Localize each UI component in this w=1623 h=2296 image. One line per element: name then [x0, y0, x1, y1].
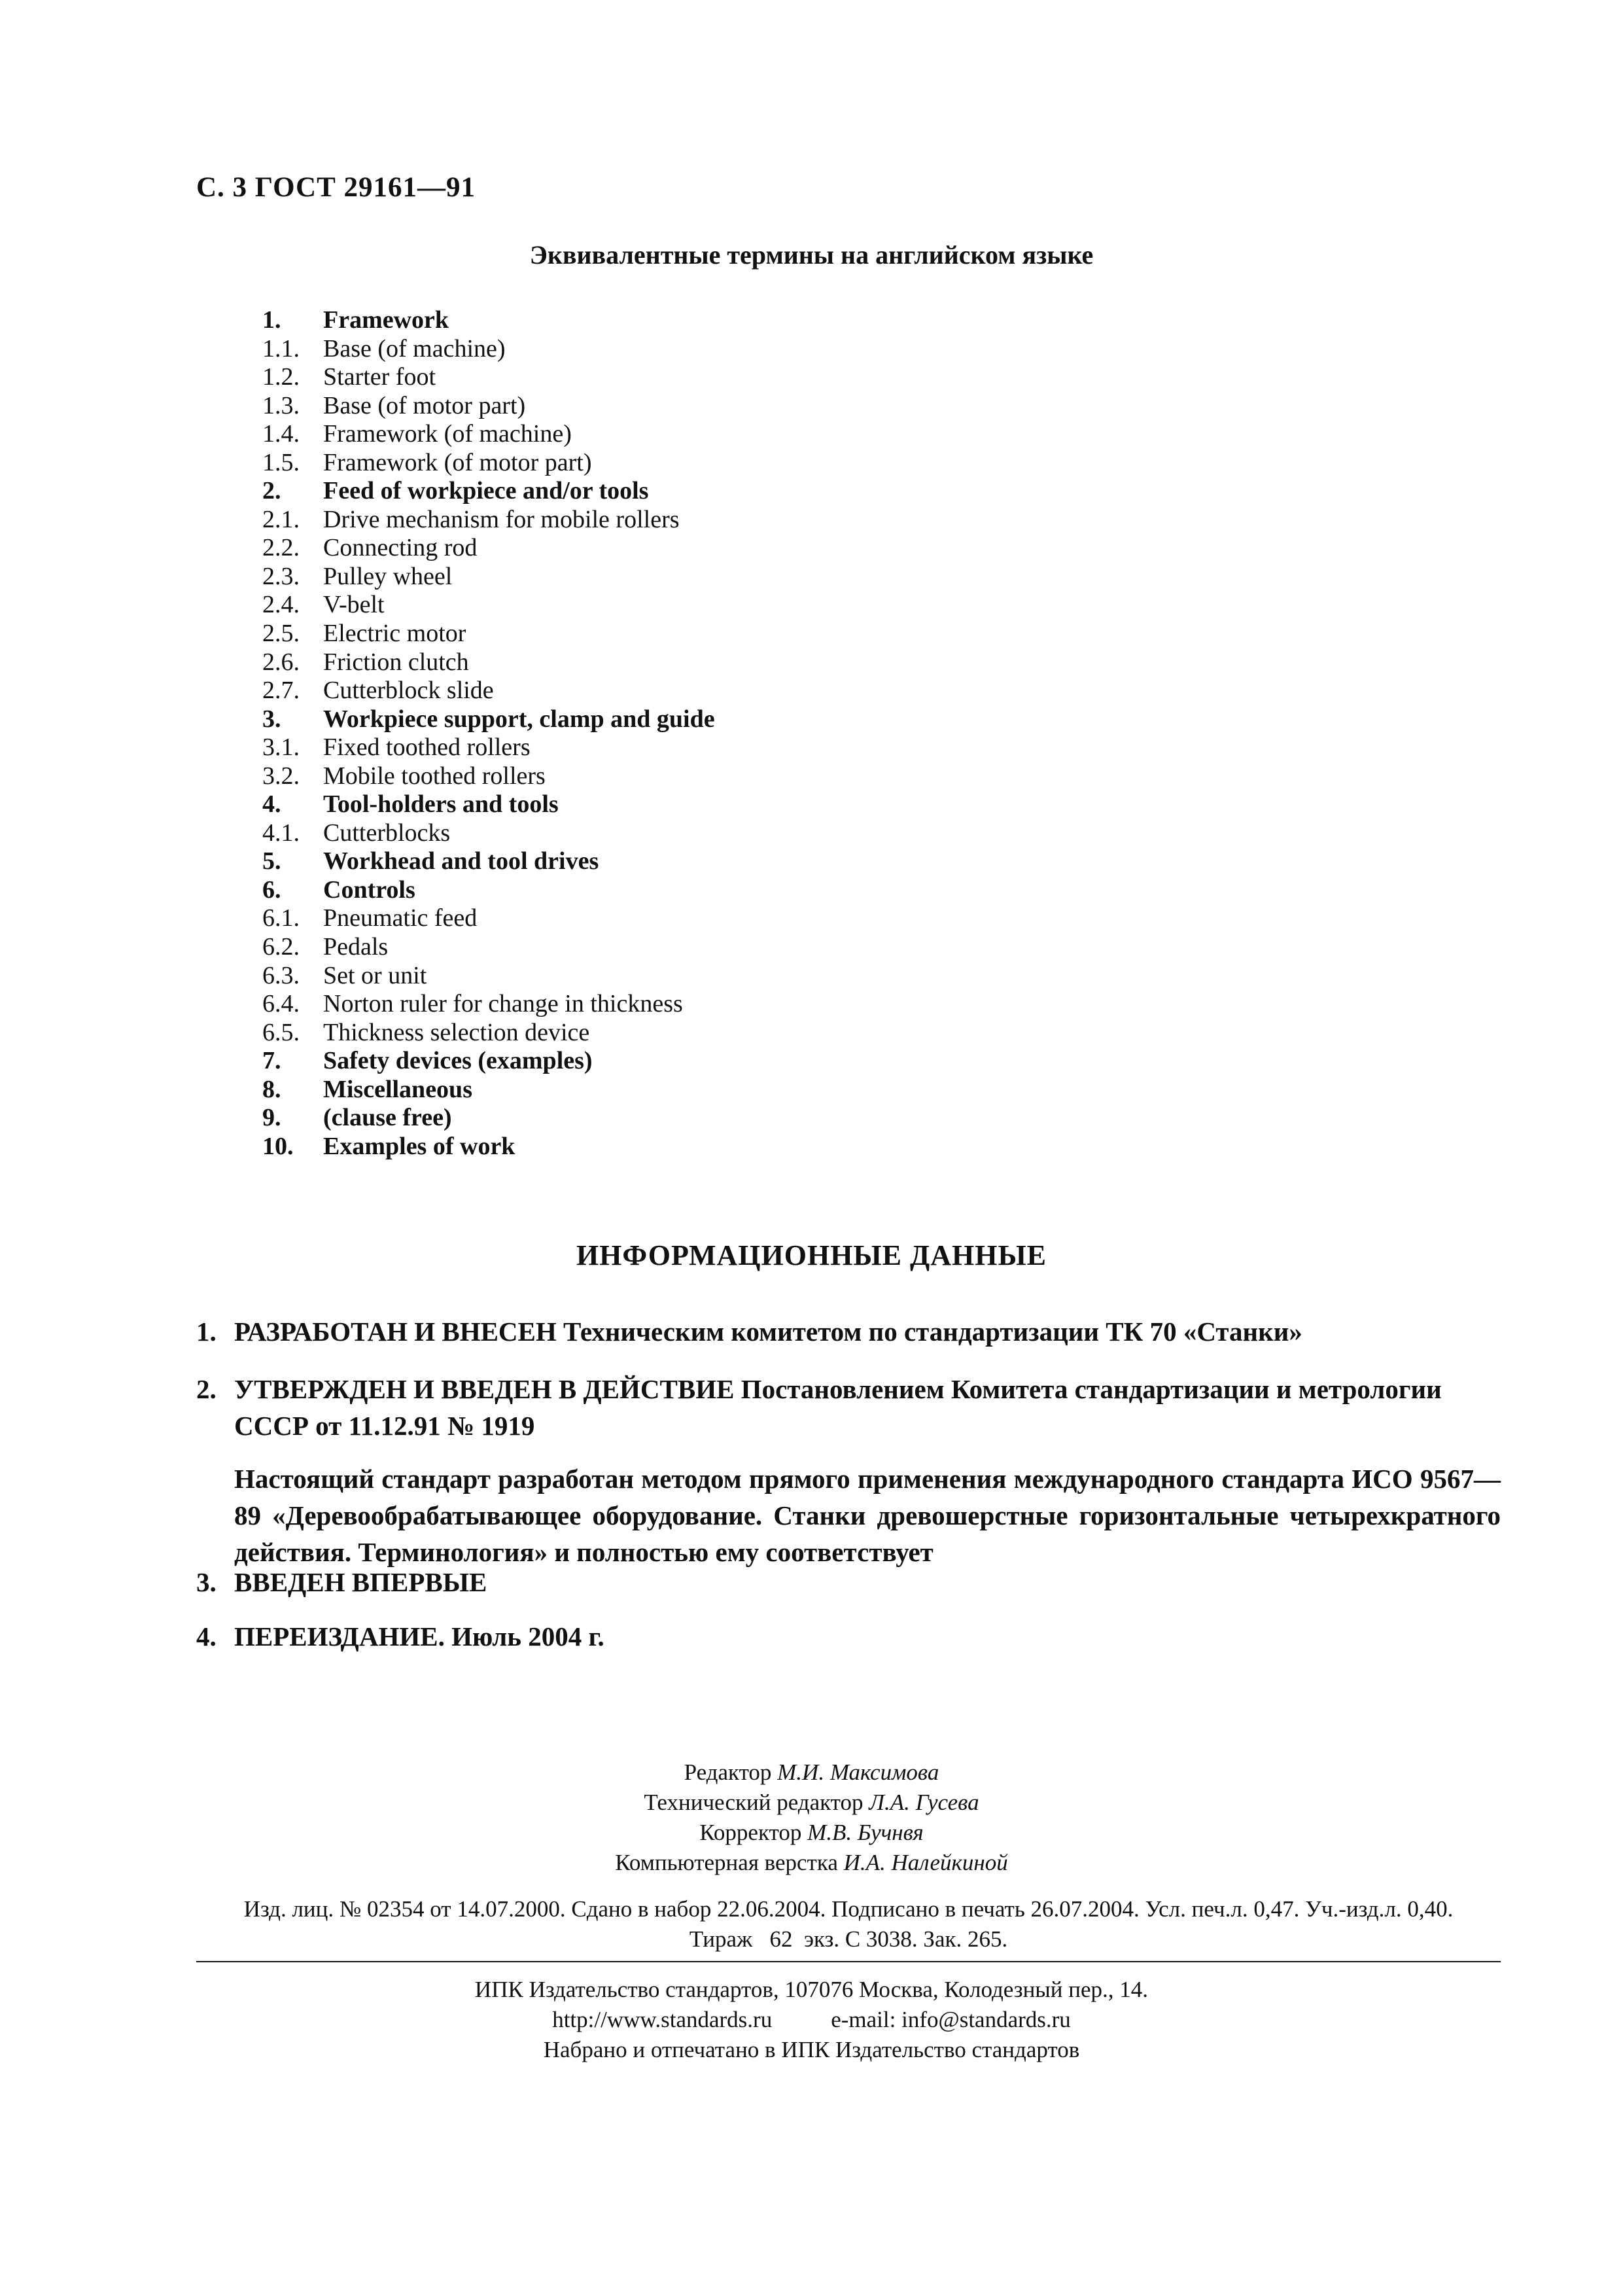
term-text: Electric motor	[323, 620, 466, 648]
term-item	[262, 847, 1178, 876]
terms-section-title: Эквивалентные термины на английском языке	[529, 240, 1094, 270]
term-item	[262, 762, 1178, 791]
info-item-text: ВВЕДЕН ВПЕРВЫЕ	[234, 1567, 487, 1597]
term-number: 2.5.	[262, 620, 300, 648]
term-item	[262, 477, 1178, 506]
term-text: Workpiece support, clamp and guide	[323, 705, 715, 733]
term-item	[262, 335, 1178, 364]
term-text: Pneumatic feed	[323, 904, 478, 932]
term-number: 3.2.	[262, 762, 300, 790]
publication-line-1: Изд. лиц. № 02354 от 14.07.2000. Сдано в набор 22.06.2004. Подписано в печать 26.07.2004. Усл. печ.л. 0,47. Уч.-изд.л. 0,40.	[243, 1896, 1454, 1922]
term-text: Cutterblock slide	[323, 677, 494, 705]
publisher-url: http://www.standards.ru	[552, 2007, 773, 2032]
term-item	[262, 705, 1178, 734]
term-item	[262, 506, 1178, 535]
info-item-3	[196, 1564, 1501, 1600]
term-number: 3.1.	[262, 733, 300, 762]
credit-layout: Компьютерная верстка И.А. Налейкиной	[615, 1850, 1008, 1875]
term-text: Examples of work	[323, 1132, 515, 1160]
info-item-number: 1.	[196, 1316, 217, 1347]
credits-block	[0, 1757, 1623, 1878]
publisher-email: e-mail: info@standards.ru	[831, 2007, 1071, 2032]
term-number: 2.4.	[262, 591, 300, 619]
info-item-2	[196, 1371, 1501, 1444]
info-item-text: РАЗРАБОТАН И ВНЕСЕН Техническим комитетом по стандартизации ТК 70 «Станки»	[234, 1316, 1302, 1347]
term-item	[262, 790, 1178, 819]
term-text: Workhead and tool drives	[323, 847, 599, 875]
term-item	[262, 677, 1178, 705]
term-item	[262, 591, 1178, 620]
term-item	[262, 962, 1178, 991]
term-number: 6.	[262, 875, 281, 904]
term-text: Framework (of machine)	[323, 420, 572, 448]
info-item-number: 4.	[196, 1621, 217, 1651]
term-number: 2.	[262, 477, 281, 505]
term-number: 2.2.	[262, 534, 300, 562]
term-text: Connecting rod	[323, 534, 478, 562]
term-text: Drive mechanism for mobile rollers	[323, 505, 680, 533]
term-number: 9.	[262, 1104, 281, 1132]
term-number: 2.1.	[262, 505, 300, 533]
term-item	[262, 563, 1178, 592]
publisher-footer	[0, 1975, 1623, 2065]
info-item-number: 2.	[196, 1374, 217, 1404]
term-item	[262, 933, 1178, 962]
term-list	[262, 306, 1178, 1161]
term-number: 2.6.	[262, 648, 300, 676]
publication-info	[196, 1894, 1501, 1954]
term-number: 6.1.	[262, 904, 300, 932]
term-item	[262, 876, 1178, 905]
term-number: 1.1.	[262, 334, 300, 362]
term-text: Thickness selection device	[323, 1018, 590, 1046]
publisher-contacts	[0, 2005, 1623, 2035]
term-number: 6.2.	[262, 933, 300, 961]
term-item	[262, 306, 1178, 335]
term-text: Pulley wheel	[323, 562, 453, 590]
term-item	[262, 1047, 1178, 1076]
term-number: 4.1.	[262, 819, 300, 847]
credit-corrector: Корректор М.В. Бучнвя	[699, 1820, 924, 1845]
term-item	[262, 449, 1178, 478]
term-text: Cutterblocks	[323, 819, 451, 847]
term-text: Mobile toothed rollers	[323, 762, 546, 790]
term-number: 6.5.	[262, 1018, 300, 1046]
term-text: Feed of workpiece and/or tools	[323, 477, 649, 505]
term-number: 4.	[262, 790, 281, 819]
term-text: Friction clutch	[323, 648, 469, 676]
term-item	[262, 363, 1178, 392]
publisher-address: ИПК Издательство стандартов, 107076 Москва, Колодезный пер., 14.	[474, 1977, 1149, 2002]
term-text: Set or unit	[323, 961, 427, 989]
term-item	[262, 648, 1178, 677]
credit-tech-editor: Технический редактор Л.А. Гусева	[644, 1790, 979, 1815]
term-text: Controls	[323, 875, 415, 904]
publication-line-2: Тираж 62 экз. С 3038. Зак. 265.	[689, 1926, 1008, 1952]
term-number: 3.	[262, 705, 281, 733]
term-text: V-belt	[323, 591, 385, 619]
term-item	[262, 1104, 1178, 1133]
term-number: 2.7.	[262, 677, 300, 705]
info-note-text: Настоящий стандарт разработан методом прямого применения международного стандарта ИСО 9567—89 «Деревообрабатывающее оборудование. Станки древошерстные горизонтальные четырехкратного действия. Терминология» и полностью ему соответствует	[234, 1464, 1501, 1567]
term-item	[262, 1133, 1178, 1161]
term-number: 1.3.	[262, 391, 300, 419]
term-text: (clause free)	[323, 1104, 452, 1132]
credit-editor: Редактор М.И. Максимова	[684, 1759, 939, 1785]
term-number: 1.2.	[262, 363, 300, 391]
info-item-text: ПЕРЕИЗДАНИЕ. Июль 2004 г.	[234, 1621, 604, 1651]
term-number: 10.	[262, 1132, 294, 1160]
info-item-number: 3.	[196, 1567, 217, 1597]
term-item	[262, 733, 1178, 762]
term-item	[262, 534, 1178, 563]
term-item	[262, 990, 1178, 1019]
term-number: 5.	[262, 847, 281, 875]
term-text: Miscellaneous	[323, 1075, 472, 1103]
info-section-title: ИНФОРМАЦИОННЫЕ ДАННЫЕ	[576, 1239, 1047, 1271]
term-item	[262, 1019, 1178, 1048]
term-number: 8.	[262, 1075, 281, 1103]
term-number: 1.	[262, 306, 281, 334]
term-item	[262, 1076, 1178, 1104]
term-number: 6.3.	[262, 961, 300, 989]
term-number: 6.4.	[262, 990, 300, 1018]
term-number: 7.	[262, 1047, 281, 1075]
term-text: Tool-holders and tools	[323, 790, 559, 819]
term-text: Fixed toothed rollers	[323, 733, 531, 762]
term-item	[262, 420, 1178, 449]
term-text: Base (of motor part)	[323, 391, 526, 419]
term-item	[262, 620, 1178, 648]
term-item	[262, 819, 1178, 848]
term-text: Pedals	[323, 933, 389, 961]
term-item	[262, 392, 1178, 421]
term-text: Framework	[323, 306, 449, 334]
term-text: Starter foot	[323, 363, 436, 391]
term-number: 1.5.	[262, 448, 300, 476]
term-number: 2.3.	[262, 562, 300, 590]
term-item	[262, 904, 1178, 933]
term-text: Framework (of motor part)	[323, 448, 592, 476]
term-text: Safety devices (examples)	[323, 1047, 593, 1075]
page-header: С. 3 ГОСТ 29161—91	[196, 172, 476, 203]
info-item-text-continued: СССР от 11.12.91 № 1919	[234, 1411, 535, 1441]
term-text: Norton ruler for change in thickness	[323, 990, 683, 1018]
info-note	[196, 1460, 1501, 1570]
term-number: 1.4.	[262, 420, 300, 448]
info-item-text: УТВЕРЖДЕН И ВВЕДЕН В ДЕЙСТВИЕ Постановлением Комитета стандартизации и метрологии	[234, 1374, 1442, 1404]
info-item-4	[196, 1618, 1501, 1655]
info-item-1	[196, 1313, 1501, 1350]
printed-by: Набрано и отпечатано в ИПК Издательство стандартов	[543, 2037, 1080, 2062]
term-text: Base (of machine)	[323, 334, 506, 362]
divider-rule	[196, 1961, 1501, 1962]
